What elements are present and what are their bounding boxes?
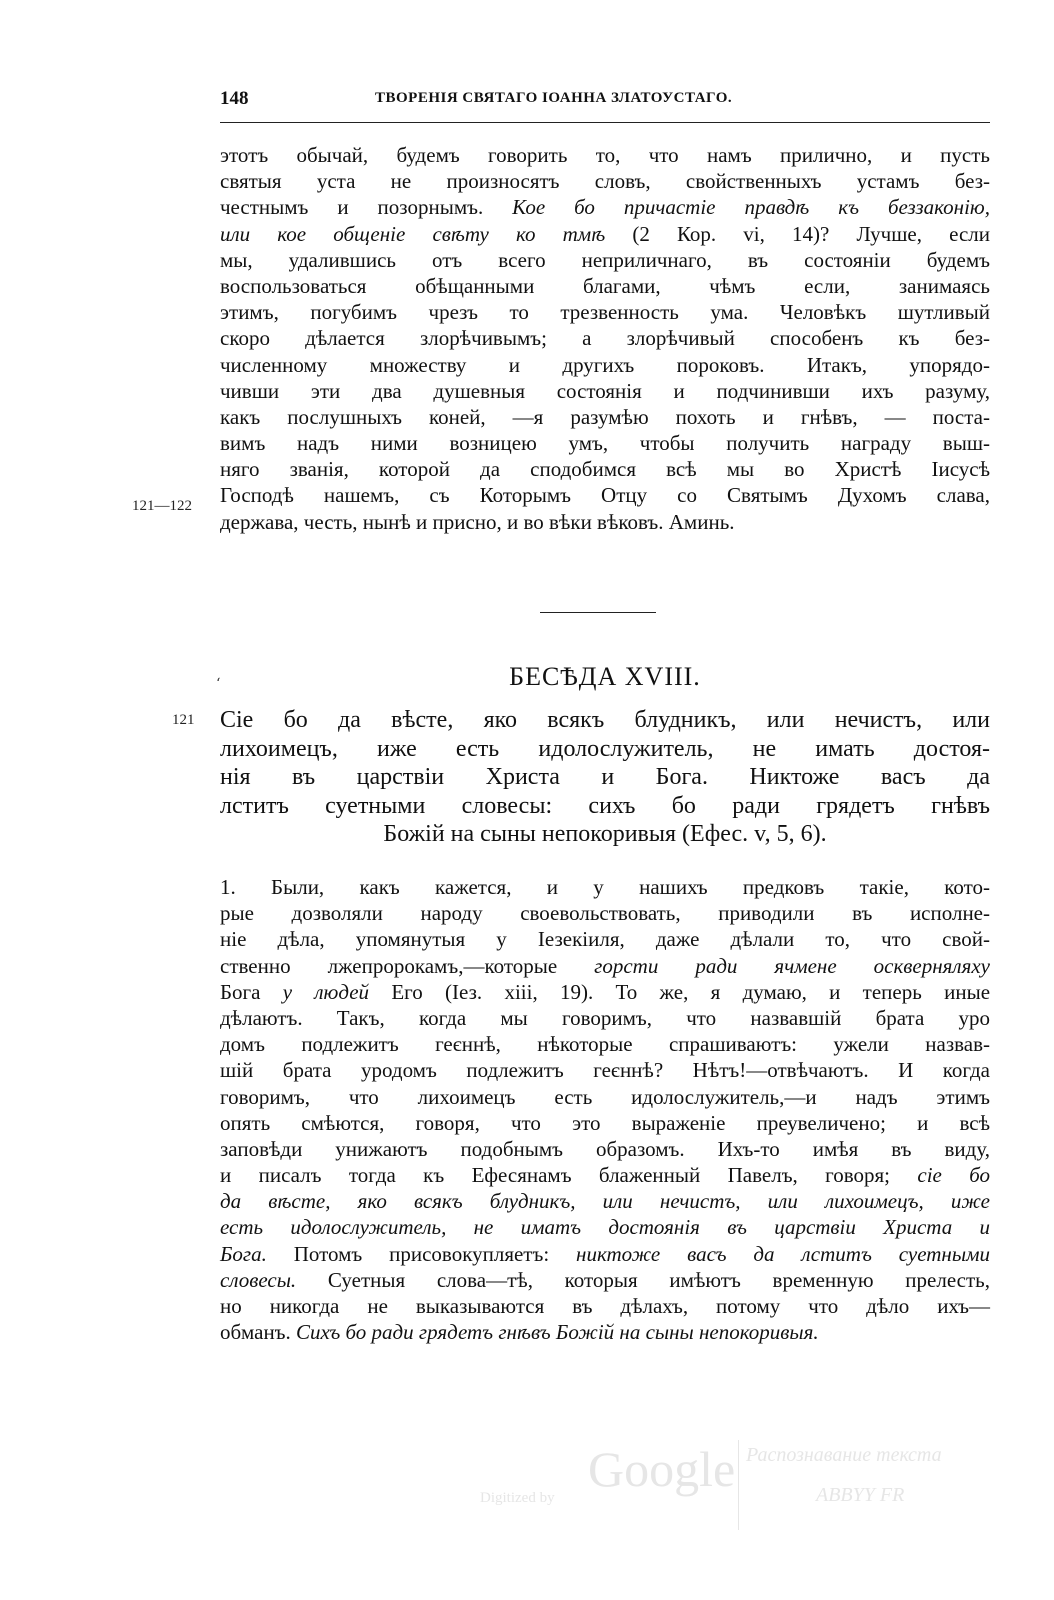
stray-mark: ʻ [216, 676, 221, 692]
italic-quote-segment: словесы. [220, 1267, 297, 1292]
text-segment: Господѣ нашемъ, съ Которымъ Отцу со Святымъ Духомъ слава, [220, 483, 990, 508]
text-segment: 1. Были, какъ кажется, и у нашихъ предковъ такіе, кото- [220, 875, 990, 899]
text-line [220, 1136, 990, 1162]
text-segment: честнымъ и позорнымъ. [220, 195, 513, 220]
text-line [220, 953, 990, 979]
text-line [220, 404, 990, 430]
previous-sermon-conclusion [220, 142, 990, 535]
text-segment: чивши эти два душевныя состоянія и подчинивши ихъ разуму, [220, 378, 990, 403]
text-segment: и писалъ тогда къ Ефесянамъ блаженный Павелъ, говоря; [220, 1163, 918, 1188]
italic-quote-segment: Кое бо причастіе правдѣ къ беззаконію, [512, 195, 990, 220]
italic-quote-segment: да вѣсте, яко всякъ блудникъ, или нечистъ, или лихоимецъ, иже [220, 1189, 990, 1214]
text-line [220, 168, 990, 194]
italic-quote-segment: Сихъ бо ради грядетъ гнѣвъ Божій на сыны непокоривыя. [296, 1320, 819, 1345]
text-segment: (2 Кор. vi, 14)? Лучше, если [605, 221, 991, 246]
text-line [220, 194, 990, 220]
text-segment: мы, удалившись отъ всего неприличнаго, въ состояніи будемъ [220, 247, 990, 272]
text-segment: заповѣди унижаютъ подобнымъ образомъ. Ихъ-то имѣя въ виду, [220, 1136, 990, 1161]
text-line [220, 900, 990, 926]
text-segment: Бога [220, 979, 283, 1004]
page-number: 148 [220, 88, 249, 109]
italic-quote-segment: сіе бо [917, 1163, 990, 1188]
watermark-google-logo: Google [588, 1441, 736, 1497]
margin-note-epigraph-ref: 121 [172, 712, 195, 728]
text-segment: какъ послушныхъ коней, —я разумѣю похоть и гнѣвъ, — поста- [220, 404, 990, 429]
sermon-heading: БЕСѢДА XVIII. [509, 662, 701, 691]
italic-quote-segment: у людей [282, 979, 370, 1004]
text-line [220, 874, 990, 900]
text-segment: дѣлаютъ. Такъ, когда мы говоримъ, что назвавшій брата уро [220, 1005, 990, 1030]
watermark-caption: Распознавание текста [746, 1444, 942, 1466]
text-segment: но никогда не выказываются въ дѣлахъ, потому что дѣло ихъ— [220, 1294, 990, 1318]
epigraph-line: Сіе бо да вѣсте, яко всякъ блудникъ, или нечистъ, или [220, 707, 990, 733]
epigraph-line: лихоимецъ, иже есть идолослужитель, не имать достоя- [220, 735, 990, 762]
text-line [220, 299, 990, 325]
text-segment: этимъ, погубимъ чрезъ то трезвенность ума. Человѣкъ шутливый [220, 300, 990, 325]
text-segment: рые дозволяли народу своевольствовать, приводили въ исполне- [220, 901, 990, 926]
epigraph-line: лститъ суетными словесы: сихъ бо ради грядетъ гнѣвъ [220, 792, 990, 819]
text-line [220, 142, 990, 168]
italic-quote-segment: или кое общеніе свѣту ко тмѣ [220, 221, 606, 246]
text-line [220, 378, 990, 404]
text-segment: численному множеству и другихъ пороковъ. Итакъ, упорядо- [220, 352, 990, 377]
text-segment: святыя уста не произносятъ словъ, свойственныхъ устамъ без- [220, 169, 990, 194]
text-segment: няго званія, которой да сподобимся всѣ мы во Христѣ Іисусѣ [220, 457, 990, 482]
text-segment: обманъ. [220, 1320, 297, 1345]
text-line [220, 352, 990, 378]
text-line [220, 1084, 990, 1110]
text-segment: говоримъ, что лихоимецъ есть идолослужитель,—и надъ этимъ [220, 1084, 990, 1109]
margin-note-page-ref: 121—122 [132, 498, 192, 514]
text-segment: ніе дѣла, упомянутыя у Іезекіиля, даже дѣлали то, что свой- [220, 927, 990, 952]
digitization-watermark [480, 1440, 1000, 1540]
text-segment: шій брата уродомъ подлежитъ геєннѣ? Нѣтъ!—отвѣчаютъ. И когда [220, 1058, 990, 1083]
text-line [220, 1057, 990, 1083]
text-line [220, 979, 990, 1005]
text-segment: держава, честь, нынѣ и присно, и во вѣки вѣковъ. Аминь. [220, 509, 735, 534]
italic-quote-segment: горсти ради ячмене оскверняляху [594, 953, 990, 978]
running-title: ТВОРЕНІЯ СВЯТАГО ІОАННА ЗЛАТОУСТАГО. [375, 90, 733, 106]
italic-quote-segment: есть идолослужитель, не иматъ достоянія въ царствіи Христа и [220, 1215, 990, 1240]
text-line [220, 1319, 990, 1345]
header-rule [220, 122, 990, 123]
text-line [220, 456, 990, 482]
text-line [220, 1267, 990, 1293]
epigraph-line: Божій на сыны непокоривыя (Ефес. v, 5, 6). [383, 821, 827, 848]
watermark-caption-abbyy: ABBYY FR [816, 1484, 905, 1506]
text-line [220, 247, 990, 273]
text-line [220, 1110, 990, 1136]
text-line [220, 1162, 990, 1188]
text-segment: воспользоваться обѣщанными благами, чѣмъ если, занимаясь [220, 273, 990, 298]
text-line [220, 221, 990, 247]
text-line [220, 430, 990, 456]
text-segment: Суетныя слова—тѣ, которыя имѣютъ временную прелесть, [296, 1267, 990, 1292]
text-segment: опять смѣются, говоря, что это выраженіе преувеличено; и всѣ [220, 1110, 990, 1135]
text-line [220, 482, 990, 508]
watermark-divider [738, 1440, 739, 1530]
epigraph-line: нія въ царствіи Христа и Бога. Никтоже васъ да [220, 764, 990, 791]
sermon-paragraph [220, 874, 990, 1345]
text-segment: Потомъ присовокупляетъ: [266, 1241, 577, 1266]
watermark-digitized-by: Digitized by [480, 1490, 555, 1506]
text-line [220, 325, 990, 351]
epigraph-quote [220, 706, 990, 849]
text-segment: скоро дѣлается злорѣчивымъ; а злорѣчивый способенъ къ без- [220, 326, 990, 351]
section-separator [540, 612, 656, 613]
text-line [220, 1031, 990, 1057]
text-line [220, 1188, 990, 1214]
text-line [220, 1293, 990, 1319]
text-segment: этотъ обычай, будемъ говорить то, что намъ прилично, и пусть [220, 143, 990, 167]
text-line [220, 1005, 990, 1031]
text-segment: ственно лжепророкамъ,—которые [220, 953, 595, 978]
text-segment: вимъ надъ ними возницею умъ, чтобы получить награду выш- [220, 431, 990, 456]
text-segment: домъ подлежитъ геєннѣ, нѣкоторые спрашиваютъ: ужели назвав- [220, 1032, 990, 1057]
italic-quote-segment: Бога. [220, 1241, 267, 1266]
text-line [220, 509, 990, 535]
text-line [220, 1241, 990, 1267]
text-segment: Его (Іез. xiii, 19). То же, я думаю, и теперь иные [369, 979, 991, 1004]
text-line [220, 1214, 990, 1240]
page-header [220, 88, 990, 120]
text-line [220, 273, 990, 299]
italic-quote-segment: никтоже васъ да лститъ суетными [576, 1241, 990, 1266]
text-line [220, 926, 990, 952]
